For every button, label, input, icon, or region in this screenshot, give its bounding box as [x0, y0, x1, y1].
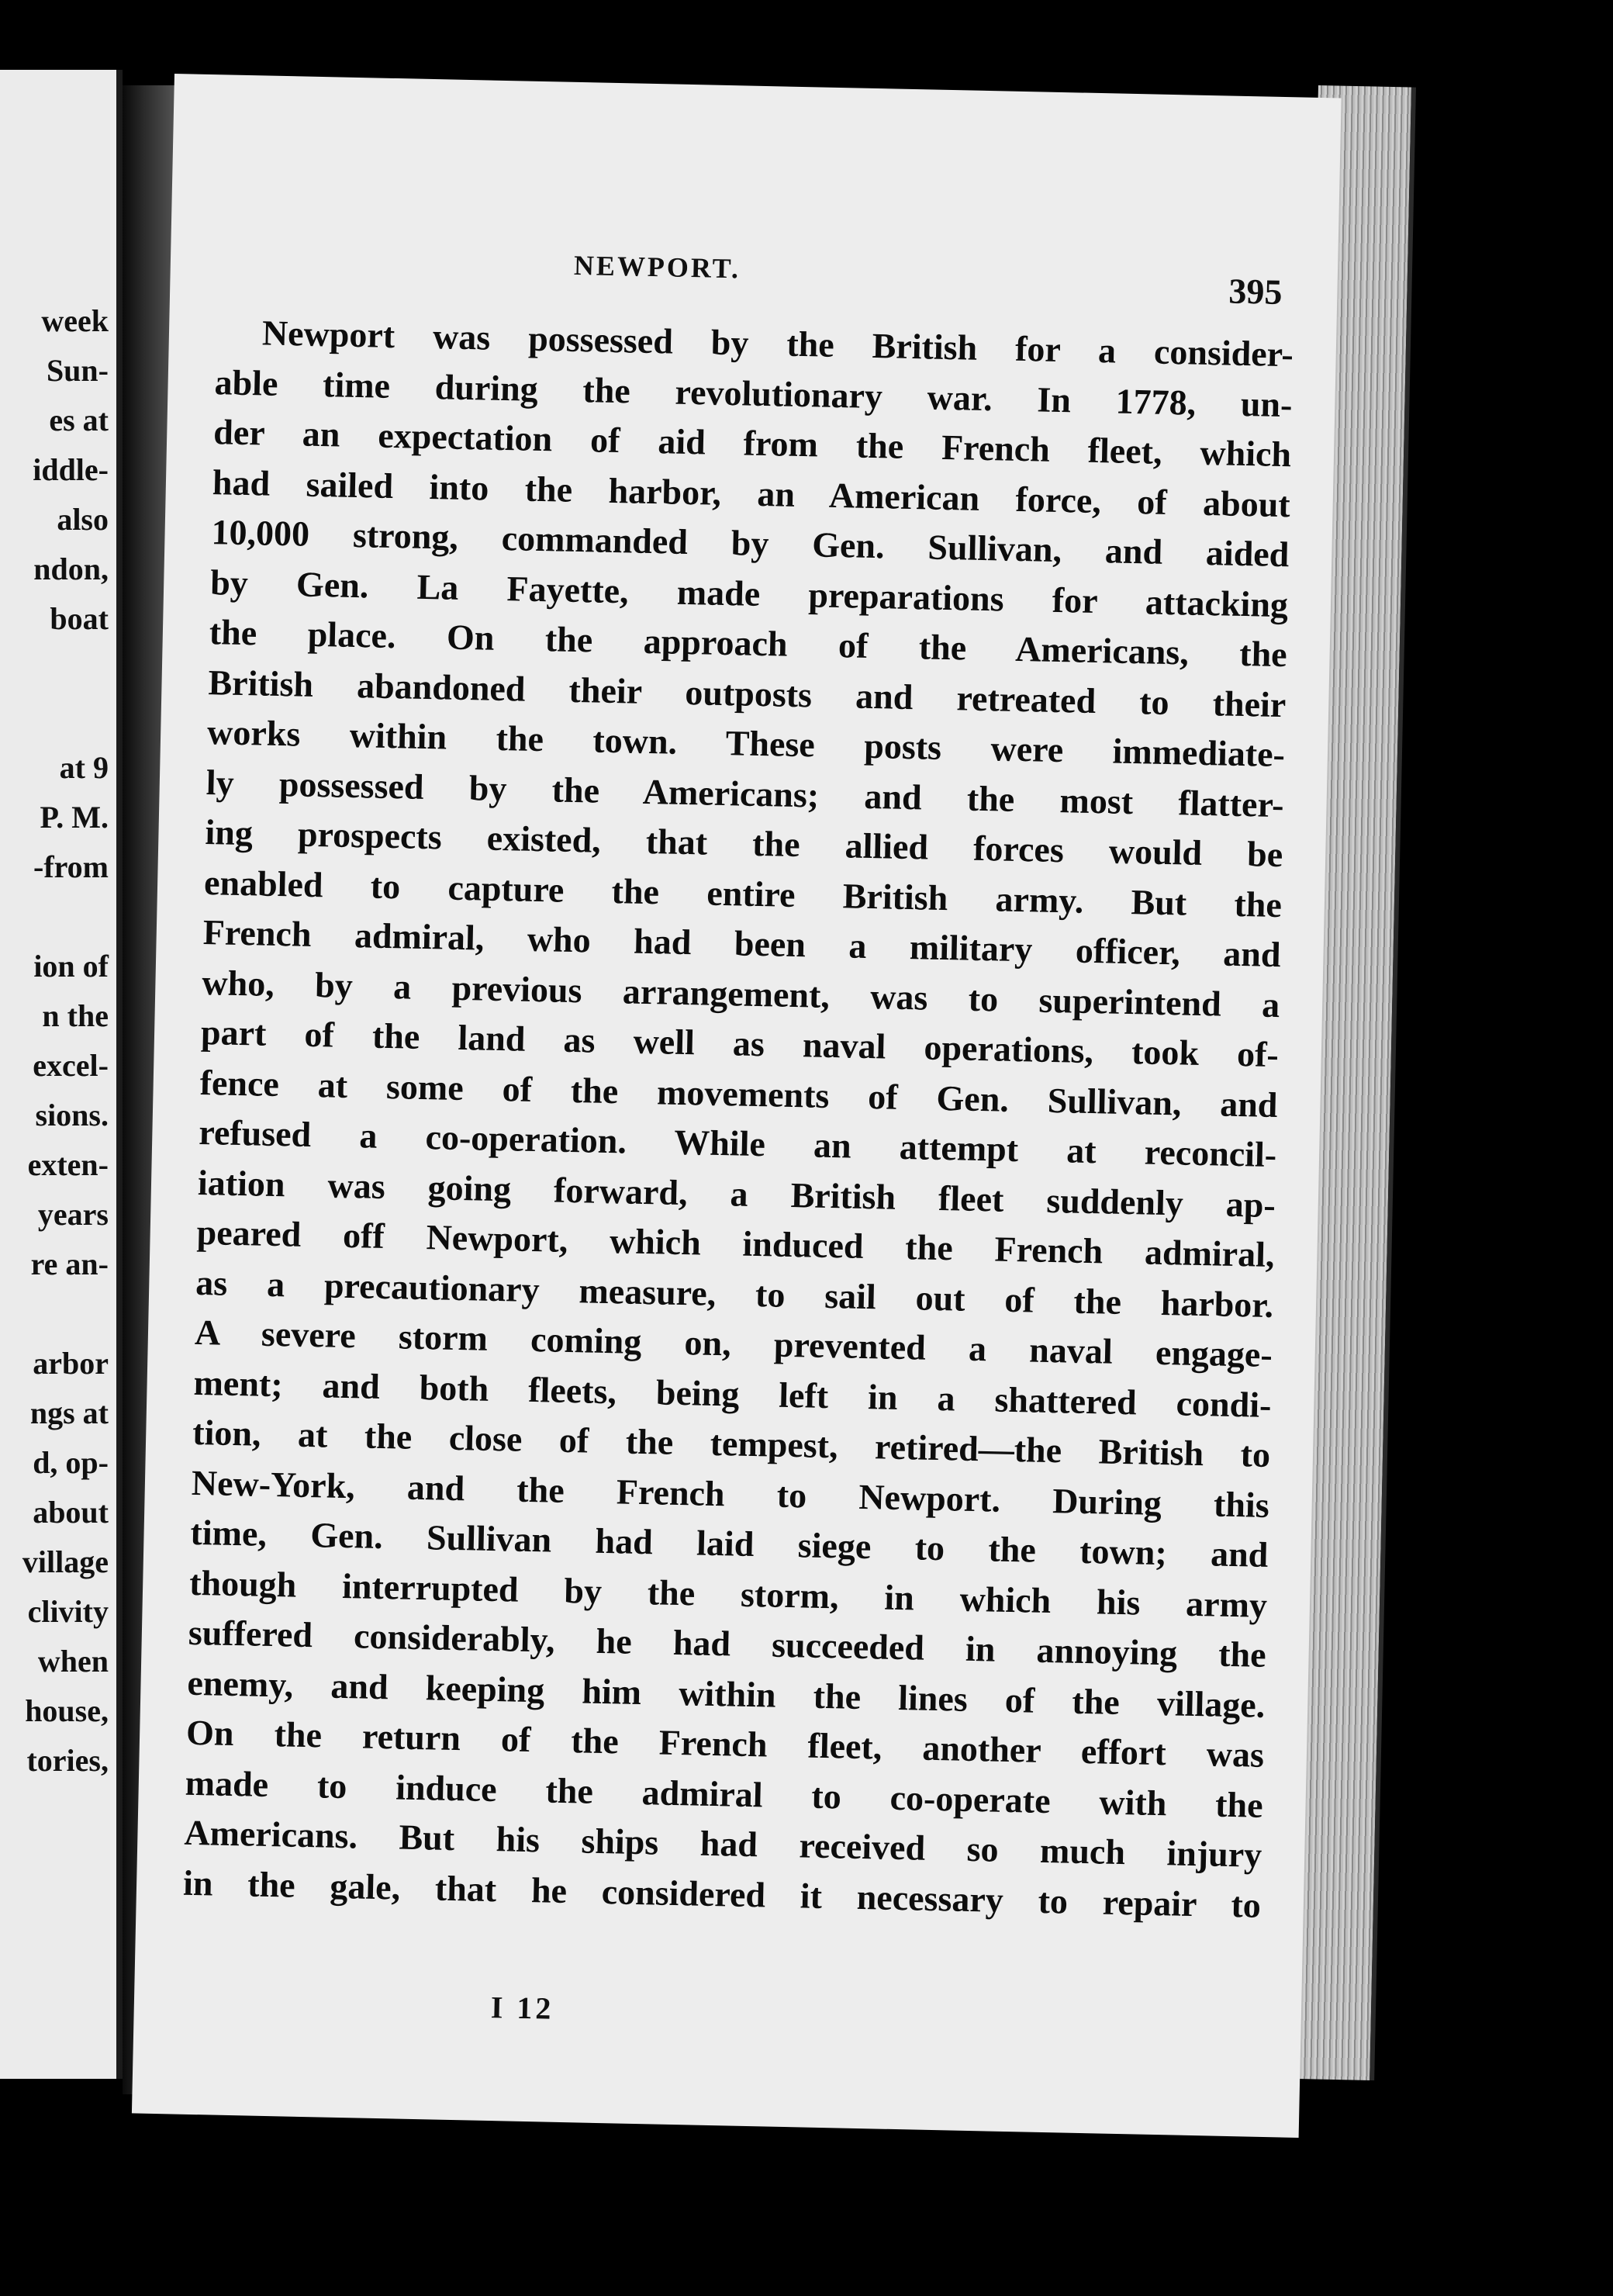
running-head: NEWPORT.: [573, 249, 741, 285]
text-line: works within the town. These posts were immediate-: [206, 712, 1286, 775]
book-page: [132, 74, 1342, 2138]
left-page-line: years: [37, 1197, 109, 1232]
left-page-line: n the: [42, 998, 109, 1033]
text-line: able time during the revolutionary war. In 1778, un-: [214, 361, 1293, 424]
text-line: tion, at the close of the tempest, retired—the British to: [192, 1412, 1271, 1475]
left-page-line: house,: [25, 1693, 109, 1728]
left-page-line: also: [57, 502, 109, 537]
text-line: A severe storm coming on, prevented a naval engage-: [194, 1312, 1273, 1375]
left-page-line: -from: [33, 849, 109, 884]
text-line: ly possessed by the Americans; and the most flatter-: [206, 762, 1285, 825]
text-line: der an expectation of aid from the French fleet, which: [212, 412, 1292, 475]
text-line: On the return of the French fleet, another effort was: [185, 1712, 1265, 1775]
text-line: refused a co-operation. While an attempt at reconcil-: [198, 1112, 1277, 1175]
page-number: 395: [1228, 271, 1283, 312]
text-line: enabled to capture the entire British army. But the: [203, 862, 1283, 925]
text-line: made to induce the admiral to co-operate with the: [185, 1762, 1264, 1825]
text-line: 10,000 strong, commanded by Gen. Sullivan, and aided: [211, 512, 1290, 575]
left-page-line: tories,: [26, 1743, 109, 1778]
left-page-line: ndon,: [33, 552, 109, 586]
signature-mark: I 12: [490, 1990, 554, 2026]
left-page-line: sions.: [35, 1098, 109, 1132]
left-page-line: arbor: [33, 1346, 109, 1381]
text-line: French admiral, who had been a military officer, and: [202, 912, 1282, 975]
left-page-line: d, op-: [33, 1445, 109, 1480]
body-text: [182, 307, 1294, 1931]
text-line: as a precautionary measure, to sail out of the harbor.: [195, 1262, 1274, 1325]
text-line: iation was going forward, a British fleet suddenly ap-: [197, 1162, 1276, 1225]
text-line: peared off Newport, which induced the French admiral,: [196, 1212, 1275, 1275]
text-line: New-York, and the French to Newport. During this: [191, 1462, 1270, 1525]
text-line: part of the land as well as naval operations, took of-: [200, 1011, 1280, 1075]
text-line: ment; and both fleets, being left in a shattered condi-: [193, 1362, 1272, 1425]
text-line: by Gen. La Fayette, made preparations for attacking: [209, 562, 1289, 624]
left-page-line: P. M.: [40, 800, 109, 835]
previous-page-edge: [0, 70, 123, 2079]
left-page-line: re an-: [30, 1247, 109, 1281]
text-line: enemy, and keeping him within the lines of the village.: [187, 1662, 1266, 1725]
left-page-line: village: [22, 1544, 109, 1579]
text-line: in the gale, that he considered it necessary to repair to: [182, 1862, 1262, 1925]
left-page-line: exten-: [27, 1147, 109, 1182]
text-line: suffered considerably, he had succeeded in annoying the: [188, 1612, 1267, 1675]
left-page-line: week: [41, 303, 109, 338]
text-line: fence at some of the movements of Gen. Sullivan, and: [199, 1062, 1279, 1125]
text-line: Americans. But his ships had received so much injury: [183, 1812, 1262, 1875]
left-page-line: ion of: [33, 949, 109, 984]
text-line: Newport was possessed by the British for a consider-: [261, 313, 1294, 375]
text-line: ing prospects existed, that the allied forces would be: [205, 812, 1283, 875]
left-page-line: about: [33, 1495, 109, 1530]
left-page-line: clivity: [27, 1594, 109, 1629]
text-line: though interrupted by the storm, in which his army: [188, 1562, 1268, 1625]
left-page-line: iddle-: [33, 452, 109, 487]
left-page-line: when: [37, 1644, 109, 1679]
text-line: time, Gen. Sullivan had laid siege to the town; and: [190, 1512, 1269, 1575]
text-line: who, by a previous arrangement, was to superintend a: [201, 962, 1280, 1025]
text-line: British abandoned their outposts and retreated to their: [208, 662, 1287, 724]
text-line: the place. On the approach of the Americans, the: [209, 612, 1288, 675]
left-page-line: at 9: [59, 750, 109, 785]
left-page-line: excel-: [33, 1048, 109, 1083]
left-page-line: boat: [50, 601, 109, 636]
left-page-line: es at: [49, 403, 109, 437]
left-page-line: ngs at: [29, 1395, 109, 1430]
left-page-line: Sun-: [46, 353, 109, 388]
text-line: had sailed into the harbor, an American force, of about: [212, 462, 1291, 524]
